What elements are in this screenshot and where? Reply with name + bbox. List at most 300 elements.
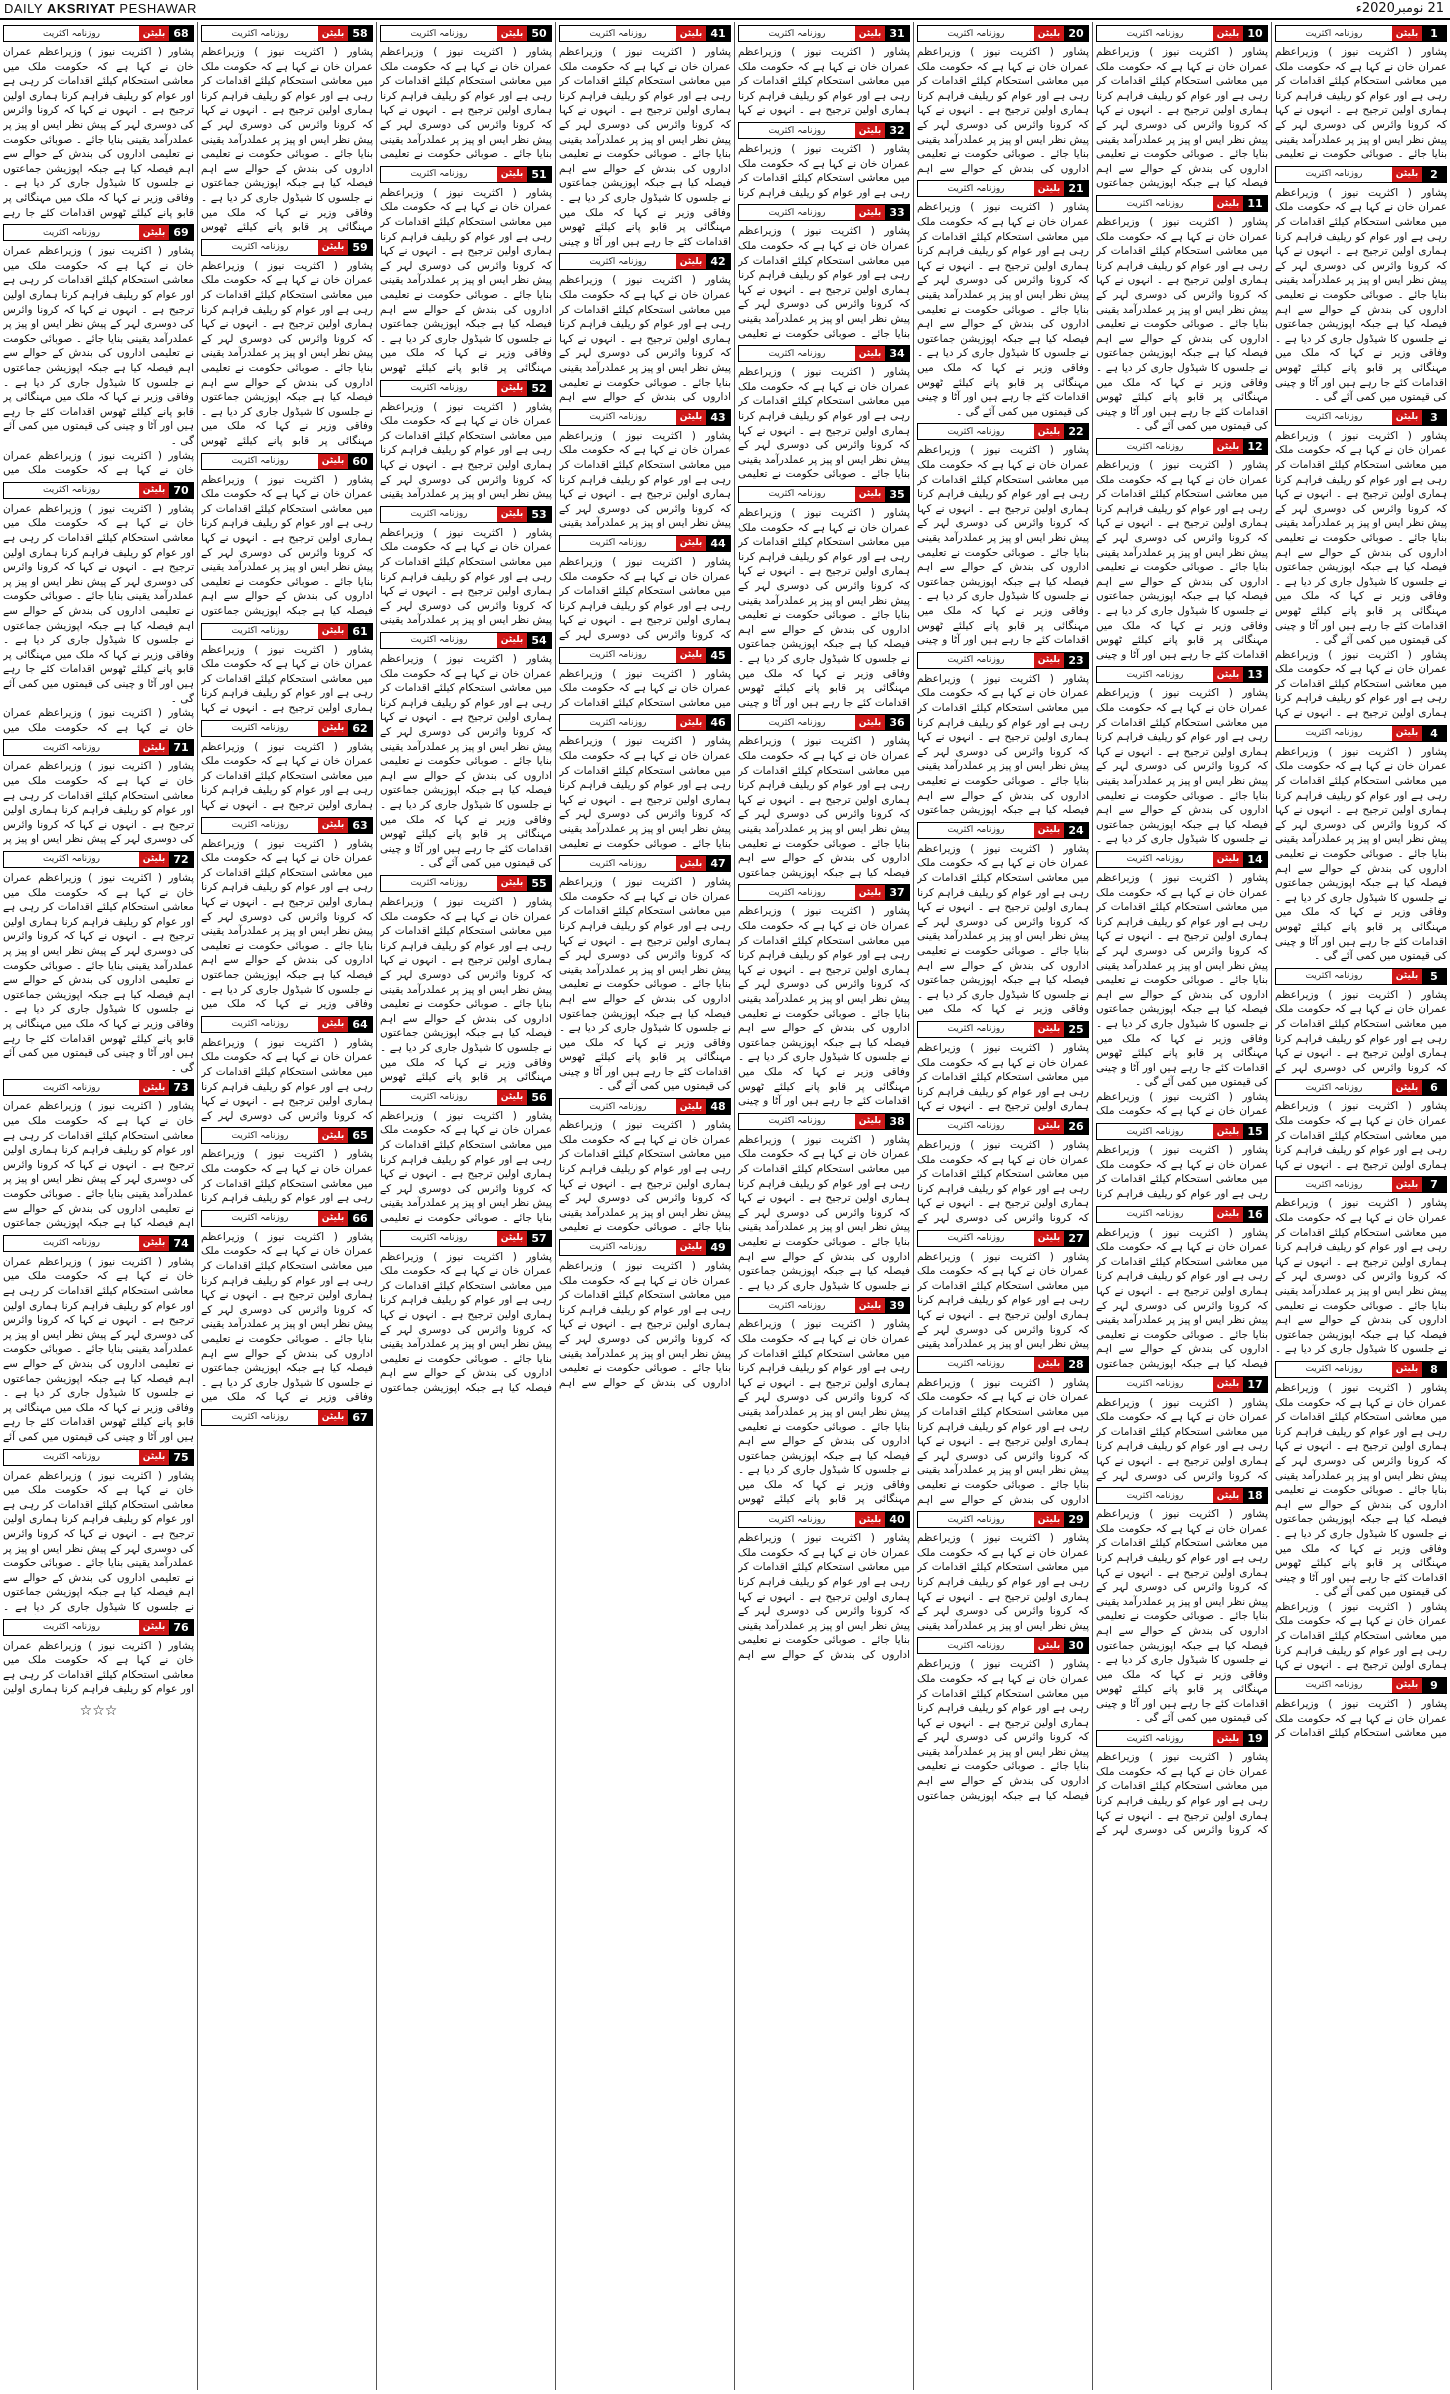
bulletin-number: 23 xyxy=(1064,653,1088,668)
bulletin-source: روزنامہ اکثریت xyxy=(1126,854,1184,865)
bulletin-header xyxy=(559,647,731,664)
bulletin-body xyxy=(1275,1697,1447,1741)
bulletin-source: روزنامہ اکثریت xyxy=(231,1130,289,1141)
bulletin-source: روزنامہ اکثریت xyxy=(947,1514,1005,1525)
bulletin-number: 17 xyxy=(1243,1377,1267,1392)
bulletin-number: 12 xyxy=(1243,439,1267,454)
bulletin-text: پشاور ( اکثریت نیوز ) وزیراعظم عمران خان نے کہا ہے کہ حکومت ملک میں معاشی استحکام کیلئے اقدامات کر رہی ہے اور عوام کو ریلیف فراہم کرنا ہماری اولین ترجیح ہے ۔ انہوں نے کہا کہ کرونا وائرس کی دوسری لہر کے پیش نظر ایس او پیز پر عملدرآمد یقینی بنایا جائے ۔ صوبائی حکومت نے تعلیمی اداروں کی بندش کے حوالے سے اہم فیصلہ کیا ہے جبکہ اپوزیشن جماعتوں نے جلسوں کا شیڈول جاری کر دیا ہے ۔ وفاقی وزیر نے کہا کہ ملک میں مہنگائی پر قابو پانے کیلئے ٹھوس اقدامات کئے جا رہے ہیں اور آٹا و چینی xyxy=(738,905,910,1108)
bulletin-item xyxy=(380,1230,552,1396)
bulletin-number: 74 xyxy=(169,1236,193,1251)
bulletin-number: 4 xyxy=(1422,726,1446,741)
bulletin-header xyxy=(917,1511,1089,1528)
bulletin-tag: بلیٹن xyxy=(1392,1080,1422,1095)
bulletin-body xyxy=(3,1255,194,1445)
bulletin-source: روزنامہ اکثریت xyxy=(768,1300,826,1311)
bulletin-tag: بلیٹن xyxy=(676,1099,706,1114)
bulletin-item xyxy=(1096,1376,1268,1484)
bulletin-item xyxy=(1096,25,1268,191)
bulletin-header xyxy=(917,1118,1089,1135)
bulletin-body xyxy=(201,1036,373,1124)
bulletin-source: روزنامہ اکثریت xyxy=(42,227,101,238)
bulletin-item xyxy=(559,253,731,404)
bulletin-body xyxy=(917,1376,1089,1507)
bulletin-text: پشاور ( اکثریت نیوز ) وزیراعظم عمران خان نے کہا ہے کہ حکومت ملک میں معاشی استحکام کیلئے اقدامات کر رہی ہے اور عوام کو ریلیف فراہم کرنا ہماری اولین ترجیح ہے ۔ انہوں نے کہا کہ کرونا وائرس کی دوسری لہر کے پیش نظر ایس او پیز پر xyxy=(3,760,194,846)
bulletin-item xyxy=(1275,166,1447,405)
bulletin-source: روزنامہ اکثریت xyxy=(42,1622,101,1633)
bulletin-tag: بلیٹن xyxy=(1034,823,1064,838)
bulletin-number: 50 xyxy=(527,26,551,41)
bulletin-text: پشاور ( اکثریت نیوز ) وزیراعظم عمران خان نے کہا ہے کہ حکومت ملک میں معاشی استحکام کیلئے اقدامات کر رہی ہے اور عوام کو ریلیف فراہم کرنا xyxy=(738,143,910,199)
bulletin-text: پشاور ( اکثریت نیوز ) وزیراعظم عمران خان نے کہا ہے کہ حکومت ملک میں معاشی استحکام کیلئے اقدامات کر رہی ہے اور عوام کو ریلیف فراہم کرنا ہماری اولین ترجیح ہے ۔ انہوں نے کہا کہ کرونا وائرس کی دوسری لہر کے پیش نظر ایس او پیز پر عملدرآمد یقینی بنایا جائے ۔ صوبائی حکومت نے تعلیمی اداروں کی بندش کے حوالے سے اہم فیصلہ کیا ہے جبکہ اپوزیشن جماعتوں xyxy=(380,1250,552,1394)
bulletin-tag: بلیٹن xyxy=(676,1240,706,1255)
bulletin-header xyxy=(1275,1361,1447,1378)
bulletin-source: روزنامہ اکثریت xyxy=(1305,1364,1363,1375)
bulletin-number: 6 xyxy=(1422,1080,1446,1095)
bulletin-header xyxy=(1275,25,1447,42)
bulletin-tag: بلیٹن xyxy=(855,123,885,138)
bulletin-tag: بلیٹن xyxy=(1392,726,1422,741)
bulletin-text: پشاور ( اکثریت نیوز ) وزیراعظم عمران خان نے کہا ہے کہ حکومت ملک میں معاشی استحکام کیلئے اقدامات کر رہی ہے اور عوام کو ریلیف فراہم کرنا ہماری اولین ترجیح ہے ۔ انہوں نے کہا کہ کرونا وائرس کی دوسری لہر کے پیش نظر ایس او پیز پر عملدرآمد یقینی بنایا جائے ۔ صوبائی حکومت نے تعلیمی اداروں کی بندش کے حوالے سے اہم فیصلہ کیا ہے جبکہ اپوزیشن جماعتوں نے جلسوں کا شیڈول جاری کر دیا ہے ۔ وفاقی وزیر نے کہا کہ ملک میں مہنگائی پر قابو پانے کیلئے ٹھوس اقدامات کئے جا رہے ہیں اور آٹا و چینی کی قیمتوں میں کمی آئے گی ۔ xyxy=(1275,186,1447,404)
bulletin-item xyxy=(3,224,194,478)
bulletin-number: 55 xyxy=(527,876,551,891)
bulletin-number: 61 xyxy=(348,624,372,639)
bulletin-body xyxy=(917,200,1089,419)
bulletin-text: پشاور ( اکثریت نیوز ) وزیراعظم عمران خان نے کہا ہے کہ حکومت ملک میں معاشی استحکام کیلئے اقدامات کر رہی ہے اور عوام کو ریلیف فراہم کرنا ہماری اولین ترجیح ہے ۔ انہوں نے کہا کہ کرونا وائرس کی دوسری لہر کے پیش نظر ایس او پیز پر عملدرآمد یقینی بنایا جائے ۔ صوبائی حکومت نے تعلیمی xyxy=(380,1109,552,1224)
bulletin-body xyxy=(1096,871,1268,1119)
bulletin-tag: بلیٹن xyxy=(1034,1022,1064,1037)
bulletin-item xyxy=(380,380,552,502)
bulletin-header xyxy=(201,453,373,470)
bulletin-item xyxy=(917,423,1089,647)
bulletin-source: روزنامہ اکثریت xyxy=(589,1101,647,1112)
bulletin-source: روزنامہ اکثریت xyxy=(231,456,289,467)
newspaper-name xyxy=(4,1,197,16)
bulletin-source: روزنامہ اکثریت xyxy=(947,1121,1005,1132)
bulletin-header xyxy=(559,714,731,731)
bulletin-source: روزنامہ اکثریت xyxy=(42,742,101,753)
bulletin-text: پشاور ( اکثریت نیوز ) وزیراعظم عمران خان نے کہا ہے کہ حکومت ملک میں معاشی استحکام کیلئے اقدامات کر رہی ہے اور عوام کو ریلیف فراہم کرنا ہماری اولین ترجیح ہے ۔ انہوں نے کہا کہ کرونا وائرس کی دوسری لہر کے پیش نظر ایس او پیز پر عملدرآمد یقینی بنایا جائے ۔ صوبائی حکومت نے تعلیمی xyxy=(738,225,910,340)
bulletin-text: پشاور ( اکثریت نیوز ) وزیراعظم عمران خان نے کہا ہے کہ حکومت ملک میں معاشی استحکام کیلئے اقدامات کر رہی ہے اور عوام کو ریلیف فراہم کرنا ہماری اولین ترجیح ہے ۔ انہوں نے کہا کہ کرونا وائرس کی دوسری لہر کے پیش نظر ایس او پیز پر عملدرآمد یقینی بنایا جائے ۔ صوبائی حکومت نے تعلیمی اداروں کی بندش کے حوالے سے اہم فیصلہ کیا ہے جبکہ اپوزیشن جماعتوں نے جلسوں کا شیڈول جاری کر دیا ہے ۔ وفاقی وزیر نے کہا کہ ملک میں مہنگائی پر قابو پانے کیلئے ٹھوس اقدامات کئے جا رہے ہیں اور آٹا و چینی کی قیمتوں میں کمی آئے گی ۔ xyxy=(1096,216,1268,433)
bulletin-header xyxy=(201,720,373,737)
bulletin-source: روزنامہ اکثریت xyxy=(768,207,826,218)
bulletin-tag: بلیٹن xyxy=(855,715,885,730)
bulletin-source: روزنامہ اکثریت xyxy=(231,1412,289,1423)
bulletin-tag: بلیٹن xyxy=(1392,410,1422,425)
bulletin-item xyxy=(917,652,1089,818)
bulletin-header xyxy=(201,1127,373,1144)
bulletin-text: پشاور ( اکثریت نیوز ) وزیراعظم عمران خان نے کہا ہے کہ حکومت ملک میں معاشی استحکام کیلئے اقدامات کر رہی ہے اور عوام کو ریلیف فراہم کرنا ہماری اولین ترجیح ہے ۔ انہوں نے کہا کہ کرونا وائرس کی دوسری لہر کے پیش نظر ایس او پیز پر عملدرآمد یقینی بنایا جائے ۔ صوبائی حکومت نے تعلیمی اداروں کی بندش کے حوالے سے اہم فیصلہ کیا ہے جبکہ اپوزیشن جماعتوں نے جلسوں کا شیڈول جاری کر دیا ہے ۔ وفاقی وزیر نے کہا کہ ملک میں مہنگائی پر قابو پانے کیلئے ٹھوس اقدامات کئے جا رہے ہیں اور آٹا و چینی xyxy=(559,46,731,248)
bulletin-item xyxy=(917,1511,1089,1633)
bulletin-item xyxy=(1275,725,1447,964)
bulletin-body xyxy=(738,224,910,341)
bulletin-source: روزنامہ اکثریت xyxy=(1126,441,1184,452)
bulletin-number: 32 xyxy=(885,123,909,138)
bulletin-number: 41 xyxy=(706,26,730,41)
bulletin-item xyxy=(201,453,373,619)
bulletin-number: 16 xyxy=(1243,1207,1267,1222)
bulletin-tag: بلیٹن xyxy=(1392,969,1422,984)
bulletin-item xyxy=(738,25,910,118)
bulletin-body xyxy=(380,45,552,162)
bulletin-item xyxy=(917,1118,1089,1226)
bulletin-header xyxy=(3,25,194,42)
bulletin-header xyxy=(738,1297,910,1314)
bulletin-source: روزنامہ اکثریت xyxy=(589,538,647,549)
bulletin-tag: بلیٹن xyxy=(139,1620,169,1635)
bulletin-header xyxy=(380,166,552,183)
bulletin-item xyxy=(201,25,373,235)
bulletin-tag: بلیٹن xyxy=(497,1090,527,1105)
bulletin-number: 48 xyxy=(706,1099,730,1114)
bulletin-header xyxy=(917,1021,1089,1038)
bulletin-number: 66 xyxy=(348,1211,372,1226)
bulletin-header xyxy=(1275,1079,1447,1096)
bulletin-number: 45 xyxy=(706,648,730,663)
bulletin-source: روزنامہ اکثریت xyxy=(768,1514,826,1525)
bulletin-body xyxy=(3,502,194,736)
name-prefix: DAILY xyxy=(4,1,47,16)
bulletin-source: روزنامہ اکثریت xyxy=(768,348,826,359)
bulletin-text: پشاور ( اکثریت نیوز ) وزیراعظم عمران خان نے کہا ہے کہ حکومت ملک میں معاشی استحکام کیلئے اقدامات کر رہی ہے اور عوام کو ریلیف فراہم کرنا ہماری اولین ترجیح ہے ۔ انہوں نے کہا کہ کرونا وائرس کی دوسری لہر کے پیش نظر ایس او پیز پر عملدرآمد یقینی بنایا جائے ۔ صوبائی حکومت نے تعلیمی اداروں کی بندش کے حوالے سے اہم فیصلہ کیا ہے جبکہ اپوزیشن جماعتوں نے جلسوں کا شیڈول جاری کر دیا ہے ۔ وفاقی وزیر نے کہا کہ ملک میں مہنگائی پر قابو پانے کیلئے ٹھوس اقدامات کئے جا رہے ہیں اور آٹا و چینی کی قیمتوں میں کمی آئے گی ۔ xyxy=(559,876,731,1093)
bulletin-text: پشاور ( اکثریت نیوز ) وزیراعظم عمران خان نے کہا ہے کہ حکومت ملک میں معاشی استحکام کیلئے اقدامات کر رہی ہے اور عوام کو ریلیف فراہم کرنا ہماری اولین ترجیح ہے ۔ انہوں نے کہا کہ کرونا وائرس کی دوسری لہر کے پیش نظر ایس او پیز پر عملدرآمد یقینی بنایا جائے ۔ صوبائی حکومت نے تعلیمی اداروں کی بندش کے حوالے سے اہم فیصلہ کیا ہے جبکہ اپوزیشن جماعتوں نے جلسوں کا شیڈول جاری کر دیا ہے ۔ وفاقی وزیر نے کہا کہ ملک میں مہنگائی پر قابو پانے کیلئے ٹھوس اقدامات کئے جا رہے ہیں اور آٹا و چینی کی قیمتوں میں کمی آئے گی ۔ xyxy=(3,245,194,447)
name-main: AKSRIYAT xyxy=(46,1,116,16)
bulletin-source: روزنامہ اکثریت xyxy=(1126,1379,1184,1390)
bulletin-source: روزنامہ اکثریت xyxy=(768,28,826,39)
bulletin-text: پشاور ( اکثریت نیوز ) وزیراعظم عمران خان نے کہا ہے کہ حکومت ملک میں معاشی استحکام کیلئے اقدامات کر رہی ہے اور عوام کو ریلیف فراہم کرنا ہماری اولین ترجیح ہے ۔ انہوں نے کہا کہ کرونا وائرس کی دوسری لہر کے پیش نظر ایس او پیز پر عملدرآمد یقینی xyxy=(917,1532,1089,1632)
bulletin-header xyxy=(201,1210,373,1227)
bulletin-text: پشاور ( اکثریت نیوز ) وزیراعظم عمران خان نے کہا ہے کہ حکومت ملک میں xyxy=(3,449,194,477)
bulletin-source: روزنامہ اکثریت xyxy=(1305,412,1363,423)
bulletin-source: روزنامہ اکثریت xyxy=(410,635,468,646)
bulletin-text: پشاور ( اکثریت نیوز ) وزیراعظم عمران خان نے کہا ہے کہ حکومت ملک میں معاشی استحکام کیلئے اقدامات کر رہی ہے اور عوام کو ریلیف فراہم کرنا ہماری اولین ترجیح ہے ۔ انہوں نے کہا کہ کرونا وائرس کی دوسری لہر کے پیش نظر ایس او پیز پر عملدرآمد یقینی بنایا جائے ۔ صوبائی حکومت نے تعلیمی xyxy=(1275,46,1447,161)
bulletin-tag: بلیٹن xyxy=(855,205,885,220)
bulletin-body xyxy=(917,45,1089,176)
bulletin-number: 30 xyxy=(1064,1638,1088,1653)
bulletin-body xyxy=(559,45,731,249)
bulletin-source: روزنامہ اکثریت xyxy=(589,256,647,267)
bulletin-text: پشاور ( اکثریت نیوز ) وزیراعظم عمران خان نے کہا ہے کہ حکومت ملک میں معاشی استحکام کیلئے اقدامات کر رہی ہے اور عوام کو ریلیف فراہم کرنا ہماری اولین ترجیح ہے ۔ انہوں نے کہا کہ کرونا وائرس کی دوسری لہر کے پیش نظر ایس او پیز پر عملدرآمد یقینی بنایا جائے ۔ صوبائی حکومت نے تعلیمی اداروں کی بندش کے حوالے سے اہم xyxy=(559,1259,731,1389)
bulletin-tag: بلیٹن xyxy=(497,876,527,891)
bulletin-source: روزنامہ اکثریت xyxy=(231,1213,289,1224)
bulletin-header xyxy=(738,1511,910,1528)
bulletin-source: روزنامہ اکثریت xyxy=(947,825,1005,836)
bulletin-item xyxy=(3,1235,194,1445)
bulletin-body xyxy=(738,904,910,1108)
bulletin-header xyxy=(1096,195,1268,212)
bulletin-item xyxy=(917,822,1089,1017)
bulletin-text: پشاور ( اکثریت نیوز ) وزیراعظم عمران خان نے کہا ہے کہ حکومت ملک میں معاشی استحکام کیلئے اقدامات کر رہی ہے اور عوام کو ریلیف فراہم کرنا ہماری اولین ترجیح ہے ۔ انہوں نے کہا کہ کرونا وائرس کی دوسری لہر کے پیش نظر ایس او پیز پر عملدرآمد یقینی بنایا جائے ۔ صوبائی حکومت نے تعلیمی اداروں کی بندش کے حوالے سے اہم فیصلہ کیا ہے جبکہ اپوزیشن جماعتوں نے جلسوں کا شیڈول جاری کر دیا ہے ۔ وفاقی وزیر نے کہا کہ ملک میں مہنگائی پر قابو پانے کیلئے ٹھوس اقدامات کئے جا رہے ہیں اور آٹا و چینی کی قیمتوں میں کمی آئے گی ۔ xyxy=(3,502,194,705)
bulletin-text: پشاور ( اکثریت نیوز ) وزیراعظم عمران خان نے کہا ہے کہ حکومت ملک میں معاشی استحکام کیلئے اقدامات کر رہی ہے اور عوام کو ریلیف فراہم کرنا ہماری اولین ترجیح ہے ۔ انہوں نے کہا کہ کرونا وائرس کی دوسری لہر کے پیش نظر ایس او پیز پر عملدرآمد یقینی بنایا جائے ۔ صوبائی حکومت نے تعلیمی اداروں کی بندش کے حوالے سے اہم xyxy=(917,46,1089,175)
bulletin-header xyxy=(917,1230,1089,1247)
bulletin-tag: بلیٹن xyxy=(497,507,527,522)
bulletin-tag: بلیٹن xyxy=(855,885,885,900)
bulletin-body xyxy=(1096,1507,1268,1726)
bulletin-body xyxy=(738,734,910,880)
bulletin-header xyxy=(738,884,910,901)
bulletin-header xyxy=(1275,409,1447,426)
bulletin-body xyxy=(3,244,194,478)
bulletin-source: روزنامہ اکثریت xyxy=(1126,669,1184,680)
bulletin-text: پشاور ( اکثریت نیوز ) وزیراعظم عمران خان نے کہا ہے کہ حکومت ملک میں معاشی استحکام کیلئے اقدامات کر رہی ہے اور عوام کو ریلیف فراہم کرنا ہماری اولین ترجیح ہے ۔ انہوں نے کہا کہ کرونا وائرس کی دوسری لہر کے پیش نظر ایس او پیز پر عملدرآمد یقینی بنایا جائے ۔ صوبائی حکومت نے تعلیمی اداروں کی بندش کے حوالے سے اہم فیصلہ کیا ہے جبکہ اپوزیشن جماعتوں نے جلسوں کا شیڈول جاری کر دیا ہے ۔ وفاقی وزیر نے کہا کہ ملک میں xyxy=(917,842,1089,1016)
bulletin-body xyxy=(559,555,731,643)
bulletin-item xyxy=(917,1021,1089,1114)
bulletin-number: 1 xyxy=(1422,26,1446,41)
bulletin-tag: بلیٹن xyxy=(676,410,706,425)
bulletin-header xyxy=(559,25,731,42)
bulletin-header xyxy=(917,822,1089,839)
bulletin-body xyxy=(201,45,373,235)
bulletin-number: 47 xyxy=(706,856,730,871)
bulletin-body xyxy=(380,895,552,1085)
bulletin-number: 75 xyxy=(169,1450,193,1465)
bulletin-source: روزنامہ اکثریت xyxy=(42,854,101,865)
bulletin-body xyxy=(559,1118,731,1235)
bulletin-number: 60 xyxy=(348,454,372,469)
bulletin-body xyxy=(201,1147,373,1205)
bulletin-body xyxy=(1275,1099,1447,1172)
bulletin-item xyxy=(201,817,373,1012)
bulletin-tag: بلیٹن xyxy=(1392,167,1422,182)
bulletin-number: 63 xyxy=(348,818,372,833)
bulletin-tag: بلیٹن xyxy=(1213,196,1243,211)
bulletin-header xyxy=(380,632,552,649)
bulletin-text: پشاور ( اکثریت نیوز ) وزیراعظم عمران خان نے کہا ہے کہ حکومت ملک میں معاشی استحکام کیلئے اقدامات کر رہی ہے اور عوام کو ریلیف فراہم کرنا ہماری اولین ترجیح ہے ۔ انہوں نے کہا کہ کرونا وائرس کی دوسری لہر کے پیش نظر ایس او پیز پر عملدرآمد یقینی بنایا جائے ۔ صوبائی حکومت نے تعلیمی اداروں کی بندش کے حوالے سے اہم فیصلہ کیا ہے جبکہ اپوزیشن جماعتوں نے جلسوں کا شیڈول جاری کر دیا ہے ۔ وفاقی وزیر نے کہا کہ ملک میں مہنگائی پر قابو پانے کیلئے ٹھوس اقدامات کئے جا رہے ہیں اور آٹا و چینی کی قیمتوں میں کمی آئے گی ۔ xyxy=(1275,429,1447,647)
bulletin-text: پشاور ( اکثریت نیوز ) وزیراعظم عمران خان نے کہا ہے کہ حکومت ملک میں معاشی استحکام کیلئے اقدامات کر رہی ہے اور عوام کو ریلیف فراہم کرنا ہماری اولین ترجیح ہے ۔ انہوں نے کہا کہ کرونا وائرس کی دوسری لہر کے پیش نظر ایس او پیز پر عملدرآمد یقینی بنایا جائے ۔ صوبائی حکومت نے تعلیمی اداروں کی بندش کے حوالے سے اہم فیصلہ کیا ہے جبکہ اپوزیشن جماعتوں xyxy=(917,1658,1089,1802)
bulletin-header xyxy=(1096,438,1268,455)
bulletin-source: روزنامہ اکثریت xyxy=(42,485,101,496)
bulletin-tag: بلیٹن xyxy=(676,648,706,663)
bulletin-tag: بلیٹن xyxy=(855,1512,885,1527)
bulletin-item xyxy=(917,25,1089,176)
bulletin-body xyxy=(917,1531,1089,1633)
bulletin-item xyxy=(1096,1487,1268,1726)
bulletin-number: 22 xyxy=(1064,424,1088,439)
bulletin-header xyxy=(380,25,552,42)
bulletin-body xyxy=(1096,458,1268,662)
bulletin-header xyxy=(559,855,731,872)
bulletin-text: پشاور ( اکثریت نیوز ) وزیراعظم عمران خان نے کہا ہے کہ حکومت ملک میں معاشی استحکام کیلئے اقدامات کر رہی ہے اور عوام کو ریلیف فراہم کرنا ہماری اولین ترجیح ہے ۔ انہوں نے کہا کہ کرونا وائرس کی دوسری لہر کے پیش نظر ایس او پیز پر عملدرآمد یقینی بنایا جائے ۔ صوبائی حکومت نے تعلیمی اداروں کی بندش کے حوالے سے اہم فیصلہ کیا ہے جبکہ اپوزیشن جماعتوں نے جلسوں کا شیڈول جاری کر دیا ہے ۔ وفاقی وزیر نے کہا کہ ملک میں مہنگائی پر قابو پانے کیلئے ٹھوس اقدامات کئے جا رہے ہیں اور آٹا و چینی کی قیمتوں میں کمی آئے گی ۔ xyxy=(1275,1381,1447,1599)
bulletin-number: 69 xyxy=(169,225,193,240)
bulletin-item xyxy=(380,25,552,162)
bulletin-source: روزنامہ اکثریت xyxy=(410,878,468,889)
bulletin-tag: بلیٹن xyxy=(318,1128,348,1143)
bulletin-body xyxy=(201,643,373,716)
bulletin-body xyxy=(917,443,1089,647)
bulletin-body xyxy=(738,1133,910,1294)
bulletin-source: روزنامہ اکثریت xyxy=(589,717,647,728)
bulletin-source: روزنامہ اکثریت xyxy=(1126,1209,1184,1220)
column-2 xyxy=(1092,22,1271,2390)
bulletin-text: پشاور ( اکثریت نیوز ) وزیراعظم عمران خان نے کہا ہے کہ حکومت ملک میں معاشی استحکام کیلئے اقدامات کر رہی ہے اور عوام کو ریلیف فراہم کرنا ہماری اولین ترجیح ہے ۔ انہوں نے کہا کہ کرونا وائرس کی دوسری لہر کے xyxy=(1096,1396,1268,1482)
bulletin-source: روزنامہ اکثریت xyxy=(1126,1733,1184,1744)
bulletin-header xyxy=(3,224,194,241)
bulletin-header xyxy=(3,1079,194,1096)
bulletin-item xyxy=(380,1089,552,1226)
bulletin-text: پشاور ( اکثریت نیوز ) وزیراعظم عمران خان نے کہا ہے کہ حکومت ملک میں معاشی استحکام کیلئے اقدامات کر رہی ہے اور عوام کو ریلیف فراہم کرنا ہماری اولین ترجیح ہے ۔ انہوں نے کہا کہ کرونا وائرس کی دوسری لہر کے پیش نظر ایس او پیز پر عملدرآمد یقینی بنایا جائے ۔ صوبائی حکومت نے تعلیمی اداروں کی بندش کے حوالے سے اہم فیصلہ کیا ہے جبکہ اپوزیشن جماعتوں xyxy=(201,473,373,617)
bulletin-body xyxy=(1096,686,1268,847)
bulletin-item xyxy=(559,1239,731,1390)
bulletin-source: روزنامہ اکثریت xyxy=(1305,1179,1363,1190)
bulletin-text: پشاور ( اکثریت نیوز ) وزیراعظم عمران خان نے کہا ہے کہ حکومت ملک میں معاشی استحکام کیلئے اقدامات کر رہی ہے اور عوام کو ریلیف فراہم کرنا ہماری اولین ترجیح ہے ۔ انہوں نے کہا کہ کرونا وائرس کی دوسری لہر کے پیش نظر ایس او پیز پر عملدرآمد یقینی بنایا جائے ۔ صوبائی حکومت نے تعلیمی اداروں کی بندش کے حوالے سے اہم فیصلہ کیا ہے جبکہ اپوزیشن جماعتوں نے جلسوں کا شیڈول جاری کر دیا ہے ۔ وفاقی وزیر نے کہا کہ ملک میں مہنگائی پر قابو پانے کیلئے ٹھوس اقدامات کئے جا رہے ہیں اور آٹا و چینی کی قیمتوں میں کمی آئے گی ۔ xyxy=(1096,1508,1268,1725)
bulletin-number: 65 xyxy=(348,1128,372,1143)
bulletin-body xyxy=(380,400,552,502)
bulletin-tag: بلیٹن xyxy=(1213,1124,1243,1139)
bulletin-source: روزنامہ اکثریت xyxy=(589,412,647,423)
bulletin-header xyxy=(1096,25,1268,42)
bulletin-tag: بلیٹن xyxy=(318,721,348,736)
bulletin-source: روزنامہ اکثریت xyxy=(589,28,647,39)
bulletin-text: پشاور ( اکثریت نیوز ) وزیراعظم عمران خان نے کہا ہے کہ حکومت ملک میں معاشی استحکام کیلئے اقدامات کر رہی ہے اور عوام کو ریلیف فراہم کرنا ہماری اولین ترجیح ہے ۔ انہوں نے کہا کہ کرونا وائرس کی دوسری لہر کے پیش نظر ایس او پیز پر عملدرآمد یقینی بنایا جائے ۔ صوبائی حکومت نے تعلیمی اداروں کی بندش کے حوالے سے اہم فیصلہ کیا ہے جبکہ اپوزیشن جماعتوں xyxy=(1096,46,1268,190)
bulletin-body xyxy=(380,652,552,871)
bulletin-tag: بلیٹن xyxy=(318,1211,348,1226)
bulletin-number: 34 xyxy=(885,346,909,361)
bulletin-source: روزنامہ اکثریت xyxy=(42,1452,101,1463)
bulletin-number: 21 xyxy=(1064,181,1088,196)
bulletin-header xyxy=(3,1235,194,1252)
bulletin-body xyxy=(738,142,910,200)
bulletin-header xyxy=(917,25,1089,42)
bulletin-body xyxy=(559,875,731,1094)
bulletin-source: روزنامہ اکثریت xyxy=(947,1640,1005,1651)
bulletin-text: پشاور ( اکثریت نیوز ) وزیراعظم عمران خان نے کہا ہے کہ حکومت ملک میں معاشی استحکام کیلئے اقدامات کر رہی ہے اور عوام کو ریلیف فراہم کرنا ہماری اولین ترجیح ہے ۔ انہوں نے کہا کہ کرونا وائرس کی دوسری لہر کے پیش نظر ایس او پیز پر عملدرآمد یقینی بنایا جائے ۔ صوبائی حکومت نے تعلیمی اداروں کی بندش کے حوالے سے اہم فیصلہ کیا ہے جبکہ اپوزیشن جماعتوں xyxy=(917,672,1089,817)
bulletin-source: روزنامہ اکثریت xyxy=(231,820,289,831)
bulletin-number: 38 xyxy=(885,1114,909,1129)
bulletin-tag: بلیٹن xyxy=(1034,653,1064,668)
bulletin-number: 42 xyxy=(706,254,730,269)
bulletin-text: پشاور ( اکثریت نیوز ) وزیراعظم عمران خان نے کہا ہے کہ حکومت ملک میں معاشی استحکام کیلئے اقدامات کر رہی ہے اور عوام کو ریلیف فراہم کرنا ہماری اولین ترجیح ہے ۔ انہوں نے کہا کہ کرونا وائرس کی دوسری لہر کے پیش نظر ایس او پیز پر عملدرآمد یقینی xyxy=(380,526,552,627)
bulletin-item xyxy=(1275,1176,1447,1357)
bulletin-text: پشاور ( اکثریت نیوز ) وزیراعظم عمران خان نے کہا ہے کہ حکومت ملک میں معاشی استحکام کیلئے اقدامات کر رہی ہے اور عوام کو ریلیف فراہم کرنا ہماری اولین ترجیح ہے ۔ انہوں نے کہا کہ کرونا وائرس کی دوسری لہر کے پیش نظر ایس او پیز پر عملدرآمد یقینی بنایا جائے ۔ صوبائی حکومت نے تعلیمی اداروں کی بندش کے حوالے سے اہم فیصلہ کیا ہے جبکہ اپوزیشن جماعتوں نے جلسوں کا شیڈول جاری کر دیا ہے ۔ وفاقی وزیر نے کہا کہ ملک میں xyxy=(201,837,373,1011)
bulletin-source: روزنامہ اکثریت xyxy=(589,858,647,869)
bulletin-body xyxy=(1275,988,1447,1076)
bulletin-item xyxy=(559,855,731,1094)
column-3 xyxy=(913,22,1092,2390)
bulletin-tag: بلیٹن xyxy=(139,852,169,867)
bulletin-item xyxy=(1096,438,1268,662)
bulletin-number: 14 xyxy=(1243,852,1267,867)
bulletin-text: پشاور ( اکثریت نیوز ) وزیراعظم عمران خان نے کہا ہے کہ حکومت ملک میں معاشی استحکام کیلئے اقدامات کر رہی ہے اور عوام کو ریلیف فراہم کرنا ہماری اولین ترجیح ہے ۔ انہوں نے کہا کہ کرونا وائرس کی دوسری لہر کے پیش نظر ایس او پیز پر عملدرآمد یقینی بنایا جائے ۔ صوبائی حکومت نے تعلیمی اداروں کی بندش کے حوالے سے اہم فیصلہ کیا ہے جبکہ اپوزیشن جماعتوں نے جلسوں کا شیڈول جاری کر دیا ہے ۔ وفاقی وزیر نے کہا کہ ملک میں مہنگائی پر قابو پانے کیلئے ٹھوس xyxy=(201,46,373,234)
bulletin-tag: بلیٹن xyxy=(318,624,348,639)
column-4 xyxy=(734,22,913,2390)
bulletin-tag: بلیٹن xyxy=(497,633,527,648)
bulletin-header xyxy=(380,1089,552,1106)
bulletin-tag: بلیٹن xyxy=(1392,1678,1422,1693)
bulletin-number: 13 xyxy=(1243,667,1267,682)
bulletin-text: پشاور ( اکثریت نیوز ) وزیراعظم عمران خان نے کہا ہے کہ حکومت ملک میں معاشی استحکام کیلئے اقدامات کر رہی ہے اور عوام کو ریلیف فراہم کرنا ہماری اولین ترجیح ہے ۔ انہوں نے کہا کہ کرونا وائرس کی دوسری لہر کے پیش نظر ایس او پیز پر عملدرآمد یقینی بنایا جائے ۔ صوبائی حکومت نے تعلیمی اداروں کی بندش کے حوالے سے اہم فیصلہ کیا ہے جبکہ اپوزیشن جماعتوں xyxy=(3,1100,194,1230)
bulletin-source: روزنامہ اکثریت xyxy=(1126,1490,1184,1501)
bulletin-header xyxy=(1275,725,1447,742)
bulletin-header xyxy=(3,1449,194,1466)
bulletin-header xyxy=(3,482,194,499)
bulletin-number: 67 xyxy=(348,1410,372,1425)
masthead xyxy=(0,0,1450,20)
bulletin-text: پشاور ( اکثریت نیوز ) وزیراعظم عمران خان نے کہا ہے کہ حکومت ملک میں معاشی استحکام کیلئے اقدامات کر رہی ہے اور عوام کو ریلیف فراہم کرنا ہماری اولین ترجیح ہے ۔ انہوں نے کہا کہ کرونا وائرس کی دوسری لہر کے پیش نظر ایس او پیز پر عملدرآمد یقینی بنایا جائے ۔ صوبائی حکومت نے تعلیمی اداروں کی بندش کے حوالے سے اہم فیصلہ کیا ہے جبکہ اپوزیشن جماعتوں نے جلسوں کا شیڈول جاری کر دیا ہے ۔ وفاقی وزیر نے کہا کہ ملک میں مہنگائی پر قابو پانے کیلئے ٹھوس اقدامات کئے جا رہے ہیں اور آٹا و چینی کی قیمتوں میں کمی آئے گی ۔ xyxy=(917,201,1089,418)
bulletin-body xyxy=(380,526,552,628)
bulletin-item xyxy=(1096,666,1268,847)
bulletin-header xyxy=(738,204,910,221)
bulletin-body xyxy=(201,837,373,1012)
bulletin-item xyxy=(559,647,731,711)
bulletin-header xyxy=(1096,1206,1268,1223)
bulletin-header xyxy=(201,1409,373,1426)
bulletin-number: 24 xyxy=(1064,823,1088,838)
bulletin-item xyxy=(1275,25,1447,162)
column-8 xyxy=(0,22,197,2390)
bulletin-header xyxy=(1096,1376,1268,1393)
bulletin-tag: بلیٹن xyxy=(1034,1119,1064,1134)
bulletin-source: روزنامہ اکثریت xyxy=(947,1359,1005,1370)
bulletin-header xyxy=(738,714,910,731)
bulletin-item xyxy=(3,1449,194,1615)
bulletin-item xyxy=(201,623,373,716)
bulletin-body xyxy=(559,273,731,404)
bulletin-text: پشاور ( اکثریت نیوز ) وزیراعظم عمران خان نے کہا ہے کہ حکومت ملک میں معاشی استحکام کیلئے اقدامات کر رہی ہے اور عوام کو ریلیف فراہم کرنا ہماری اولین ترجیح ہے ۔ انہوں نے کہا کہ کرونا وائرس کی دوسری لہر کے پیش نظر ایس او پیز پر عملدرآمد یقینی بنایا جائے ۔ صوبائی حکومت نے تعلیمی اداروں کی بندش کے حوالے سے اہم xyxy=(738,1532,910,1661)
bulletin-header xyxy=(201,817,373,834)
bulletin-source: روزنامہ اکثریت xyxy=(231,723,289,734)
bulletin-item xyxy=(738,714,910,880)
bulletin-header xyxy=(917,1637,1089,1654)
bulletin-source: روزنامہ اکثریت xyxy=(947,1024,1005,1035)
bulletin-number: 44 xyxy=(706,536,730,551)
bulletin-item xyxy=(559,25,731,249)
bulletin-text: پشاور ( اکثریت نیوز ) وزیراعظم عمران خان نے کہا ہے کہ حکومت ملک میں معاشی استحکام کیلئے اقدامات کر رہی ہے اور عوام کو ریلیف فراہم کرنا ہماری اولین ترجیح ہے ۔ انہوں نے کہا xyxy=(201,740,373,811)
bulletin-source: روزنامہ اکثریت xyxy=(768,1116,826,1127)
bulletin-text: پشاور ( اکثریت نیوز ) وزیراعظم عمران خان نے کہا ہے کہ حکومت ملک میں معاشی استحکام کیلئے اقدامات کر رہی ہے اور عوام کو ریلیف فراہم کرنا ہماری اولین ترجیح ہے ۔ انہوں نے کہا کہ کرونا وائرس کی دوسری لہر کے پیش نظر ایس او پیز پر عملدرآمد یقینی بنایا جائے ۔ صوبائی حکومت نے تعلیمی اداروں کی بندش کے حوالے سے اہم فیصلہ کیا ہے جبکہ اپوزیشن جماعتوں نے جلسوں کا شیڈول جاری کر دیا ہے ۔ وفاقی وزیر نے کہا کہ ملک میں مہنگائی پر قابو پانے کیلئے ٹھوس اقدامات کئے جا رہے ہیں اور آٹا و چینی xyxy=(917,444,1089,647)
bulletin-source: روزنامہ اکثریت xyxy=(768,489,826,500)
bulletin-tag: بلیٹن xyxy=(497,167,527,182)
bulletin-body xyxy=(3,759,194,847)
bulletin-number: 9 xyxy=(1422,1678,1446,1693)
bulletin-source: روزنامہ اکثریت xyxy=(42,1082,101,1093)
bulletin-number: 46 xyxy=(706,715,730,730)
bulletin-tag: بلیٹن xyxy=(1034,1512,1064,1527)
bulletin-source: روزنامہ اکثریت xyxy=(410,509,468,520)
bulletin-tag: بلیٹن xyxy=(676,26,706,41)
bulletin-source: روزنامہ اکثریت xyxy=(947,28,1005,39)
bulletin-text: پشاور ( اکثریت نیوز ) وزیراعظم عمران خان نے کہا ہے کہ حکومت ملک میں معاشی استحکام کیلئے اقدامات کر رہی ہے اور عوام کو ریلیف فراہم کرنا ہماری اولین ترجیح ہے ۔ انہوں نے کہا کہ کرونا وائرس کی دوسری لہر کے پیش نظر ایس او پیز پر عملدرآمد یقینی بنایا جائے ۔ صوبائی حکومت نے تعلیمی اداروں کی بندش کے حوالے سے اہم فیصلہ کیا ہے جبکہ اپوزیشن جماعتوں نے جلسوں کا شیڈول جاری کر دیا ہے ۔ xyxy=(3,1469,194,1613)
bulletin-number: 71 xyxy=(169,740,193,755)
bulletin-text: پشاور ( اکثریت نیوز ) وزیراعظم عمران خان نے کہا ہے کہ حکومت ملک میں معاشی استحکام کیلئے اقدامات کر رہی ہے اور عوام کو ریلیف فراہم کرنا ہماری اولین ترجیح ہے ۔ انہوں نے کہا کہ کرونا وائرس کی دوسری لہر کے پیش نظر ایس او پیز پر عملدرآمد یقینی بنایا جائے ۔ صوبائی حکومت نے تعلیمی اداروں کی بندش کے حوالے سے اہم فیصلہ کیا ہے جبکہ اپوزیشن جماعتوں نے جلسوں کا شیڈول جاری کر دیا ہے ۔ xyxy=(738,1133,910,1292)
bulletin-text: پشاور ( اکثریت نیوز ) وزیراعظم عمران خان نے کہا ہے کہ حکومت ملک میں معاشی استحکام کیلئے اقدامات کر رہی ہے اور عوام کو ریلیف فراہم کرنا ہماری اولین ترجیح ہے ۔ انہوں نے کہا کہ کرونا وائرس کی دوسری لہر کے پیش نظر ایس او پیز پر عملدرآمد یقینی بنایا جائے ۔ صوبائی حکومت نے تعلیمی اداروں کی بندش کے حوالے سے اہم فیصلہ کیا ہے جبکہ اپوزیشن جماعتوں نے جلسوں کا شیڈول جاری کر دیا ہے ۔ xyxy=(1275,1197,1447,1356)
bulletin-number: 57 xyxy=(527,1231,551,1246)
bulletin-number: 33 xyxy=(885,205,909,220)
bulletin-number: 51 xyxy=(527,167,551,182)
bulletin-body xyxy=(1096,1396,1268,1484)
bulletin-source: روزنامہ اکثریت xyxy=(947,1233,1005,1244)
bulletin-text: پشاور ( اکثریت نیوز ) وزیراعظم عمران خان نے کہا ہے کہ حکومت ملک میں معاشی استحکام کیلئے اقدامات کر رہی ہے اور عوام کو ریلیف فراہم کرنا xyxy=(1096,1144,1268,1200)
bulletin-item xyxy=(3,25,194,220)
bulletin-header xyxy=(380,875,552,892)
bulletin-tag: بلیٹن xyxy=(1034,1638,1064,1653)
bulletin-header xyxy=(3,851,194,868)
bulletin-text: پشاور ( اکثریت نیوز ) وزیراعظم عمران خان نے کہا ہے کہ حکومت ملک میں معاشی استحکام کیلئے اقدامات کر رہی ہے اور عوام کو ریلیف فراہم کرنا ہماری اولین ترجیح ہے ۔ انہوں نے کہا کہ کرونا وائرس کی دوسری لہر کے xyxy=(1096,1751,1268,1837)
bulletin-tag: بلیٹن xyxy=(1392,1177,1422,1192)
bulletin-tag: بلیٹن xyxy=(676,254,706,269)
bulletin-body xyxy=(738,506,910,710)
bulletin-body xyxy=(201,473,373,619)
bulletin-number: 3 xyxy=(1422,410,1446,425)
bulletin-source: روزنامہ اکثریت xyxy=(1126,28,1184,39)
bulletin-item xyxy=(738,1511,910,1662)
bulletin-number: 59 xyxy=(348,240,372,255)
bulletin-body xyxy=(1096,45,1268,191)
bulletin-header xyxy=(1096,1487,1268,1504)
bulletin-tag: بلیٹن xyxy=(139,225,169,240)
bulletin-number: 52 xyxy=(527,381,551,396)
bulletin-text: پشاور ( اکثریت نیوز ) وزیراعظم عمران خان نے کہا ہے کہ حکومت ملک میں معاشی استحکام کیلئے اقدامات کر رہی ہے اور عوام کو ریلیف فراہم کرنا ہماری اولین ترجیح ہے ۔ انہوں نے کہا کہ کرونا وائرس کی دوسری لہر کے پیش نظر ایس او پیز پر عملدرآمد یقینی بنایا جائے ۔ صوبائی حکومت نے تعلیمی اداروں کی بندش کے حوالے سے اہم فیصلہ کیا ہے جبکہ اپوزیشن جماعتوں xyxy=(738,735,910,879)
bulletin-header xyxy=(3,739,194,756)
bulletin-number: 7 xyxy=(1422,1177,1446,1192)
